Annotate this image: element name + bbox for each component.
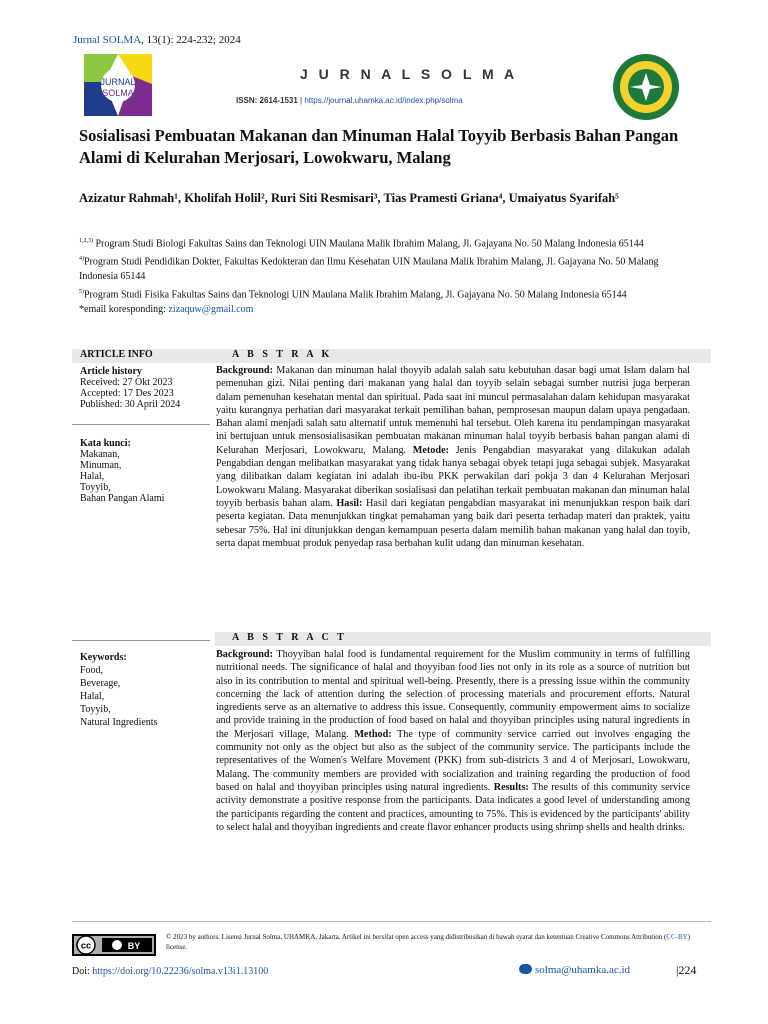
keyword-item: Natural Ingredients <box>80 717 158 728</box>
accepted-date: Accepted: 17 Des 2023 <box>80 388 174 399</box>
author-email-link[interactable]: zizaquw@gmail.com <box>168 304 254 316</box>
doi-link[interactable]: https://doi.org/10.22236/solma.v13i1.13100 <box>92 966 269 977</box>
kata-kunci-item: Bahan Pangan Alami <box>80 493 165 504</box>
footer-rule <box>72 921 711 922</box>
university-seal <box>612 53 680 121</box>
paper-title: Sosialisasi Pembuatan Makanan dan Minuman Halal Toyyib Berbasis Bahan Pangan Alami di Kelurahan Merjosari, Lowokwaru, Malang <box>79 126 679 167</box>
divider <box>72 424 210 425</box>
svg-text:cc: cc <box>80 940 92 951</box>
logo-text-bottom: SOLMA <box>102 88 134 98</box>
keyword-item: Halal, <box>80 691 105 702</box>
journal-logo <box>84 54 152 116</box>
journal-name: Jurnal SOLMA <box>73 34 142 46</box>
abstrak-heading: A B S T R A K <box>215 349 711 363</box>
kata-kunci-label: Kata kunci: <box>80 438 131 449</box>
issn: ISSN: 2614-1531 <box>236 96 298 105</box>
affiliation-1: $^{1,2,3)}$ Program Studi Biologi Fakultas Sains dan Teknologi UIN Maulana Malik Ibrahim Malang, Jl. Gajayana No. 50 Malang Indonesia 65144 <box>79 238 644 250</box>
page-number: |224 <box>676 963 697 977</box>
affiliation-3: $^{5)}$Program Studi Fisika Fakultas Sains dan Teknologi UIN Maulana Malik Ibrahim Malang, Jl. Gajayana No. 50 Malang Indonesia 65144 <box>79 289 627 301</box>
footer-email[interactable]: solma@uhamka.ac.id <box>519 964 630 976</box>
abstract-body: Background: Thoyyiban halal food is fundamental requirement for the Muslim community in terms of fulfilling nutritional needs. The significance of halal and thoyyiban food lies not only in its role as a source of nutrition but also in its contribution to mental and spiritual well-being. Presently, there is a pressing issue within the community concerning the lack of attention during the selection of processing materials and procurement efforts. Natural ingredients serve as an alternative to address this issue. Consequently, community empowerment aims to socialize and provide training in the production of food based on halal and thoyyiban principles using natural ingredients in the Merjosari village, Malang. Method: The type of community service carried out involves engaging the community not only as the object but also as the subject of the community service. The participants include the representatives of the Women's Welfare Movement (PKK) from sub-districts 3 and 4 of Merjosari, Lowokwaru, Malang. The community members are provided with socialization and training regarding the production of food based on halal and thoyyiban principles using natural ingredients. Results: The results of this community service activity demonstrate a positive response from the participants. Data indicates a good level of understanding among the participants regarding the content and practices, amounting to 75%. This is evidenced by the participants' ability to select halal and thoyyiban ingredients and create flavor enhancer products using shrimp shells and health drinks. <box>216 649 691 833</box>
authors: Azizatur Rahmah¹, Kholifah Holil², Ruri Siti Resmisari³, Tias Pramesti Griana⁴, Umaiyatus Syarifah⁵ <box>79 191 619 205</box>
keyword-item: Toyyib, <box>80 704 111 715</box>
article-info-heading: ARTICLE INFO <box>72 349 218 363</box>
history-label: Article history <box>80 366 142 377</box>
journal-citation <box>73 34 241 46</box>
divider <box>72 640 210 641</box>
affiliation-2: $^{4)}$Program Studi Pendidikan Dokter, Fakultas Kedokteran dan Ilmu Kesehatan UIN Maulana Malik Ibrahim Malang, Jl. Gajayana No. 50 Malang Indonesia 65144 <box>79 256 659 283</box>
doi-line: Doi: https://doi.org/10.22236/solma.v13i1.13100 <box>72 966 269 977</box>
email-line: *email koresponding: zizaquw@gmail.com <box>79 304 254 316</box>
abstract-heading: A B S T R A C T <box>215 632 711 646</box>
kata-kunci-item: Minuman, <box>80 460 122 471</box>
cc-by-link[interactable]: CC-BY <box>666 933 688 941</box>
license-text: © 2023 by authors. Lisensi Jurnal Solma, UHAMKA, Jakarta. Artikel ini bersifat open access yang didistribusikan di bawah syarat dan ketentuan Creative Commons Attribution (CC-BY) license. <box>166 933 691 951</box>
published-date: Published: 30 April 2024 <box>80 399 181 410</box>
svg-text:BY: BY <box>127 941 141 951</box>
kata-kunci <box>80 438 210 504</box>
logo-text-top: JURNAL <box>100 77 136 87</box>
affiliations <box>79 234 691 318</box>
issn-line: ISSN: 2614-1531 | https://journal.uhamka.ac.id/index.php/solma <box>236 96 463 105</box>
kata-kunci-item: Makanan, <box>80 449 120 460</box>
cc-by-badge-icon <box>72 934 156 956</box>
article-history <box>80 366 210 410</box>
journal-volume: , 13(1): 224-232; 2024 <box>141 34 241 46</box>
kata-kunci-item: Halal, <box>80 471 105 482</box>
kata-kunci-item: Toyyib, <box>80 482 111 493</box>
keyword-item: Food, <box>80 665 104 676</box>
journal-title: J U R N A L S O L M A <box>300 66 518 82</box>
received-date: Received: 27 Okt 2023 <box>80 377 173 388</box>
keywords-label: Keywords: <box>80 652 127 663</box>
keywords <box>80 651 210 729</box>
abstrak-body: Background: Makanan dan minuman halal thoyyib adalah salah satu kebutuhan dasar bagi umat Islam dalam hal pemenuhan gizi. Nilai penting dari makanan yang halal dan toyyib selain sebagai sumber nutrisi juga berperan dalam pemenuhan kesehatan mental dan spiritual. Pada saat ini muncul permasalahan dalam kehidupan masyarakat yaitu kurangnya perhatian dari masyarakat terkait pemilihan bahan, pemprosesan maupun dalam upaya pengadaan. Bahan alami menjadi salah satu alternatif untuk memenuhi hal tersebut. Oleh karena itu pendampingan masyarakat ini bertujuan untuk mensosialisasikan pembuatan makanan minuman halal toyyib berbasis bahan pangan alami di Kelurahan Merjosari, Lowokwaru, Malang. Metode: Jenis Pengabdian masyarakat yang dilakukan adalah Pengabdian dengan melibatkan masyarakat yang tidak hanya sebagai obyek tetapi juga sebagai subjek. Masyarakat yang dilibatkan dalam kegiatan ini adalah ibu-ibu PKK perwakilan dari pokja 3 dan 4 Kelurahan Merjosari Lowokwaru Malang. Masyarakat diberikan sosialisasi dan pelatihan terkait pembuatan makanan dan minuman halal toyyib berbasis bahan alam. Hasil: Hasil dari kegiatan pengabdian masyarakat ini menunjukkan respon baik dari peserta kegiatan. Data menunjukkan tingkat pemahaman yang baik dari peserta terhadap materi dan praktek, yaitu sebesar 75%. Hal ini ditunjukkan dengan kemampuan peserta dalam memilih bahan makanan yang halal dan toyib, serta dapat membuat produk penyedap rasa berbahan kulit udang dan minuman kesehatan. <box>216 365 690 549</box>
journal-url-link[interactable]: https://journal.uhamka.ac.id/index.php/solma <box>304 96 463 105</box>
keyword-item: Beverage, <box>80 678 121 689</box>
email-icon <box>519 964 532 974</box>
